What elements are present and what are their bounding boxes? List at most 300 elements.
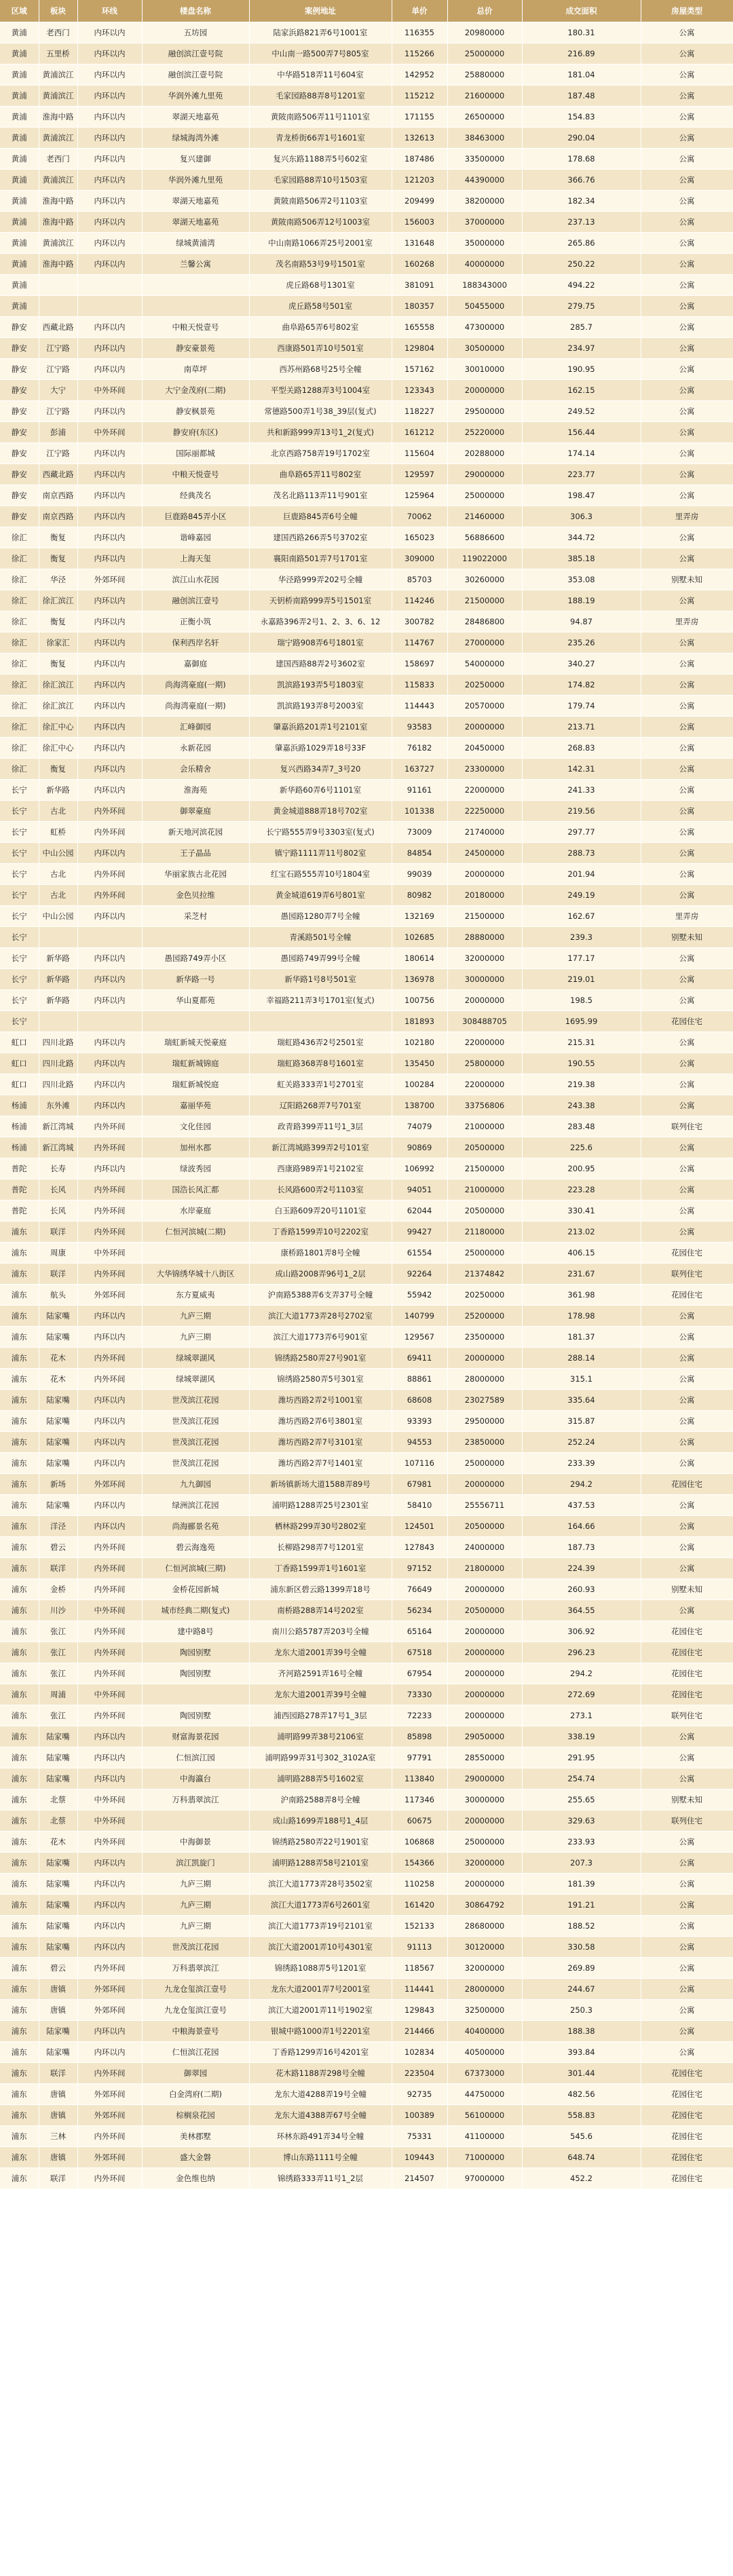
cell-address: 西康路501弄10号501室 [249, 338, 392, 359]
table-row [0, 1768, 733, 1789]
cell-unit-price: 73009 [392, 822, 447, 843]
cell-estate-name: 正衡小筑 [142, 611, 249, 632]
cell-total-price: 97000000 [447, 2168, 522, 2189]
cell-address: 浦明路99弄38号2106室 [249, 1726, 392, 1747]
cell-estate-name: 中粮海景壹号 [142, 2021, 249, 2042]
cell-total-price: 30864792 [447, 1895, 522, 1916]
cell-estate-name: 加州水郡 [142, 1137, 249, 1158]
cell-address: 红宝石路555弄10号1804室 [249, 864, 392, 885]
cell-estate-name: 上海天玺 [142, 548, 249, 569]
cell-area: 200.95 [522, 1158, 641, 1179]
cell-address: 愚园路1280弄7号全幢 [249, 906, 392, 927]
cell-address: 黄金城道888弄18号702室 [249, 801, 392, 822]
cell-unit-price: 157162 [392, 359, 447, 380]
cell-total-price: 21740000 [447, 822, 522, 843]
table-row [0, 675, 733, 696]
cell-ring-road: 内外环间 [77, 1558, 142, 1579]
cell-ring-road: 中外环间 [77, 1600, 142, 1621]
cell-district: 浦东 [0, 1558, 39, 1579]
cell-estate-name: 王子晶品 [142, 843, 249, 864]
cell-area: 154.83 [522, 107, 641, 128]
cell-total-price: 47300000 [447, 317, 522, 338]
cell-address: 新华路60弄6号1101室 [249, 780, 392, 801]
cell-estate-name: 中海御景 [142, 1832, 249, 1853]
cell-unit-price: 74079 [392, 1116, 447, 1137]
cell-area: 291.95 [522, 1747, 641, 1768]
cell-unit-price: 69411 [392, 1348, 447, 1369]
cell-district: 徐汇 [0, 654, 39, 675]
cell-unit-price: 56234 [392, 1600, 447, 1621]
cell-total-price: 20000000 [447, 1579, 522, 1600]
cell-house-type: 公寓 [641, 422, 733, 443]
cell-unit-price: 127843 [392, 1537, 447, 1558]
cell-total-price: 25000000 [447, 1453, 522, 1474]
cell-block [39, 296, 77, 317]
cell-address: 西康路989弄1号2102室 [249, 1158, 392, 1179]
table-row [0, 1979, 733, 2000]
cell-address: 齐河路2591弄16号全幢 [249, 1663, 392, 1684]
cell-address: 龙东大道4388弄67号全幢 [249, 2105, 392, 2126]
cell-block: 陆家嘴 [39, 1937, 77, 1958]
cell-unit-price: 115212 [392, 86, 447, 107]
cell-block: 陆家嘴 [39, 1853, 77, 1874]
cell-ring-road: 内环以内 [77, 654, 142, 675]
cell-address: 愚园路749弄99号全幢 [249, 948, 392, 969]
cell-estate-name: 华润外滩九里苑 [142, 170, 249, 191]
cell-estate-name: 御翠园 [142, 2063, 249, 2084]
cell-estate-name: 中粮天悦壹号 [142, 317, 249, 338]
cell-estate-name: 建中路8号 [142, 1621, 249, 1642]
cell-district: 黄浦 [0, 22, 39, 43]
cell-total-price: 33756806 [447, 1095, 522, 1116]
cell-block: 大宁 [39, 380, 77, 401]
cell-total-price: 25000000 [447, 1243, 522, 1264]
cell-estate-name: 陶园别墅 [142, 1642, 249, 1663]
cell-block: 陆家嘴 [39, 1726, 77, 1747]
cell-house-type: 公寓 [641, 1200, 733, 1221]
cell-house-type: 花园住宅 [641, 1285, 733, 1306]
cell-house-type: 公寓 [641, 149, 733, 170]
cell-estate-name: 瑞虹新城悦庭 [142, 1074, 249, 1095]
cell-total-price: 40500000 [447, 2042, 522, 2063]
cell-house-type: 公寓 [641, 275, 733, 296]
cell-estate-name [142, 275, 249, 296]
cell-area: 340.27 [522, 654, 641, 675]
cell-block: 黄浦滨江 [39, 64, 77, 86]
cell-total-price: 23027589 [447, 1390, 522, 1411]
cell-block: 黄浦滨江 [39, 128, 77, 149]
cell-total-price: 20000000 [447, 380, 522, 401]
cell-district: 普陀 [0, 1200, 39, 1221]
cell-district: 浦东 [0, 2000, 39, 2021]
cell-area: 188.19 [522, 590, 641, 611]
cell-address: 滨江大道2001弄11号1902室 [249, 2000, 392, 2021]
cell-address: 潍坊西路2弄6号3801室 [249, 1411, 392, 1432]
cell-house-type: 花园住宅 [641, 1011, 733, 1032]
cell-unit-price: 180614 [392, 948, 447, 969]
cell-ring-road: 内环以内 [77, 170, 142, 191]
cell-district: 浦东 [0, 1411, 39, 1432]
cell-total-price: 20570000 [447, 696, 522, 717]
cell-total-price: 25800000 [447, 1053, 522, 1074]
cell-area: 283.48 [522, 1116, 641, 1137]
cell-total-price: 20450000 [447, 738, 522, 759]
cell-address: 虹关路333弄1号2701室 [249, 1074, 392, 1095]
cell-address: 辽阳路268弄7号701室 [249, 1095, 392, 1116]
cell-house-type: 公寓 [641, 22, 733, 43]
cell-ring-road: 外郊环间 [77, 1474, 142, 1495]
cell-total-price: 71000000 [447, 2147, 522, 2168]
cell-estate-name: 金桥花园新城 [142, 1579, 249, 1600]
cell-house-type: 花园住宅 [641, 2084, 733, 2105]
cell-area: 174.14 [522, 443, 641, 464]
table-row [0, 696, 733, 717]
cell-estate-name: 嘉御庭 [142, 654, 249, 675]
table-row [0, 1116, 733, 1137]
cell-estate-name: 新华路一号 [142, 969, 249, 990]
cell-district: 黄浦 [0, 296, 39, 317]
cell-address: 肇嘉浜路1029弄18号33F [249, 738, 392, 759]
cell-ring-road: 内外环间 [77, 1537, 142, 1558]
cell-district: 黄浦 [0, 64, 39, 86]
cell-district: 浦东 [0, 1285, 39, 1306]
cell-address: 长宁路555弄9号3303室(复式) [249, 822, 392, 843]
cell-house-type: 公寓 [641, 443, 733, 464]
cell-area: 288.73 [522, 843, 641, 864]
cell-house-type: 公寓 [641, 864, 733, 885]
cell-address: 浦明路99弄31号302_3102A室 [249, 1747, 392, 1768]
cell-area: 213.02 [522, 1221, 641, 1243]
cell-address: 常德路500弄1号38_39层(复式) [249, 401, 392, 422]
cell-district: 浦东 [0, 1453, 39, 1474]
cell-estate-name: 棕榈泉花园 [142, 2105, 249, 2126]
table-row [0, 1874, 733, 1895]
cell-house-type: 别墅未知 [641, 1789, 733, 1811]
cell-estate-name: 永新花园 [142, 738, 249, 759]
cell-total-price: 38200000 [447, 191, 522, 212]
cell-house-type: 公寓 [641, 191, 733, 212]
cell-area: 188.38 [522, 2021, 641, 2042]
cell-house-type: 公寓 [641, 654, 733, 675]
cell-estate-name: 万科翡翠滨江 [142, 1958, 249, 1979]
cell-area: 301.44 [522, 2063, 641, 2084]
cell-total-price: 38463000 [447, 128, 522, 149]
cell-unit-price: 123343 [392, 380, 447, 401]
table-row [0, 1663, 733, 1684]
cell-unit-price: 152133 [392, 1916, 447, 1937]
table-row [0, 254, 733, 275]
cell-total-price: 20250000 [447, 675, 522, 696]
cell-address: 虎丘路58号501室 [249, 296, 392, 317]
cell-district: 静安 [0, 359, 39, 380]
cell-block: 四川北路 [39, 1032, 77, 1053]
cell-block: 唐镇 [39, 2105, 77, 2126]
cell-house-type: 公寓 [641, 1495, 733, 1516]
cell-district: 黄浦 [0, 191, 39, 212]
cell-address: 虎丘路68号1301室 [249, 275, 392, 296]
cell-area: 237.13 [522, 212, 641, 233]
table-row [0, 590, 733, 611]
cell-house-type: 公寓 [641, 1390, 733, 1411]
cell-total-price: 25556711 [447, 1495, 522, 1516]
cell-area: 142.31 [522, 759, 641, 780]
cell-house-type: 里弄房 [641, 506, 733, 527]
cell-district: 长宁 [0, 822, 39, 843]
cell-unit-price: 161212 [392, 422, 447, 443]
cell-total-price: 32000000 [447, 1853, 522, 1874]
cell-house-type: 联列住宅 [641, 1705, 733, 1726]
table-row [0, 170, 733, 191]
cell-ring-road: 内环以内 [77, 443, 142, 464]
cell-house-type: 公寓 [641, 738, 733, 759]
cell-block: 古北 [39, 801, 77, 822]
cell-ring-road: 内环以内 [77, 738, 142, 759]
cell-area: 335.64 [522, 1390, 641, 1411]
cell-district: 长宁 [0, 1011, 39, 1032]
cell-unit-price: 70062 [392, 506, 447, 527]
cell-ring-road: 内环以内 [77, 2021, 142, 2042]
cell-unit-price: 309000 [392, 548, 447, 569]
cell-block: 衡复 [39, 654, 77, 675]
cell-estate-name: 尚海郦景名苑 [142, 1516, 249, 1537]
cell-block [39, 275, 77, 296]
cell-estate-name: 世茂滨江花园 [142, 1390, 249, 1411]
cell-ring-road: 内外环间 [77, 1958, 142, 1979]
cell-house-type: 花园住宅 [641, 1474, 733, 1495]
cell-area: 235.26 [522, 632, 641, 654]
cell-district: 徐汇 [0, 611, 39, 632]
cell-unit-price: 116355 [392, 22, 447, 43]
cell-area: 366.76 [522, 170, 641, 191]
cell-house-type: 公寓 [641, 1369, 733, 1390]
cell-district: 长宁 [0, 906, 39, 927]
cell-area: 437.53 [522, 1495, 641, 1516]
cell-block: 陆家嘴 [39, 1432, 77, 1453]
cell-estate-name: 大宁金茂府(二期) [142, 380, 249, 401]
cell-ring-road: 内环以内 [77, 969, 142, 990]
table-row [0, 2063, 733, 2084]
cell-house-type: 别墅未知 [641, 1579, 733, 1600]
cell-estate-name: 华润外滩九里苑 [142, 86, 249, 107]
cell-district: 黄浦 [0, 254, 39, 275]
table-row [0, 359, 733, 380]
cell-district: 浦东 [0, 1516, 39, 1537]
cell-estate-name: 谐峰嘉园 [142, 527, 249, 548]
cell-address: 丁香路1299弄16号4201室 [249, 2042, 392, 2063]
cell-block: 川沙 [39, 1600, 77, 1621]
table-row [0, 2042, 733, 2063]
cell-house-type: 公寓 [641, 1558, 733, 1579]
table-row [0, 780, 733, 801]
cell-area: 315.87 [522, 1411, 641, 1432]
cell-ring-road: 内环以内 [77, 86, 142, 107]
cell-unit-price: 88861 [392, 1369, 447, 1390]
cell-house-type: 公寓 [641, 590, 733, 611]
cell-total-price: 56886600 [447, 527, 522, 548]
cell-address: 永嘉路396弄2号1、2、3、6、12 [249, 611, 392, 632]
cell-area: 294.2 [522, 1474, 641, 1495]
cell-unit-price: 97152 [392, 1558, 447, 1579]
cell-district: 黄浦 [0, 43, 39, 64]
cell-house-type: 别墅未知 [641, 569, 733, 590]
cell-district: 浦东 [0, 1642, 39, 1663]
cell-ring-road: 内环以内 [77, 1853, 142, 1874]
cell-estate-name: 新天地河滨花园 [142, 822, 249, 843]
cell-total-price: 26500000 [447, 107, 522, 128]
cell-area: 250.3 [522, 2000, 641, 2021]
cell-block: 古北 [39, 864, 77, 885]
cell-estate-name: 滨江凯旋门 [142, 1853, 249, 1874]
cell-estate-name: 万科翡翠滨江 [142, 1789, 249, 1811]
cell-block: 西藏北路 [39, 317, 77, 338]
cell-estate-name: 瑞虹新城锦庭 [142, 1053, 249, 1074]
cell-total-price: 20000000 [447, 1811, 522, 1832]
table-row [0, 654, 733, 675]
cell-total-price: 23500000 [447, 1327, 522, 1348]
cell-block: 周浦 [39, 1684, 77, 1705]
cell-unit-price: 90869 [392, 1137, 447, 1158]
cell-unit-price: 73330 [392, 1684, 447, 1705]
cell-house-type: 公寓 [641, 401, 733, 422]
cell-ring-road: 内环以内 [77, 759, 142, 780]
cell-block: 陆家嘴 [39, 1768, 77, 1789]
table-row [0, 212, 733, 233]
cell-address: 滨江大道1773弄19号2101室 [249, 1916, 392, 1937]
table-row [0, 128, 733, 149]
cell-block: 四川北路 [39, 1053, 77, 1074]
cell-estate-name: 五坊园 [142, 22, 249, 43]
table-row [0, 1642, 733, 1663]
cell-ring-road: 内环以内 [77, 1726, 142, 1747]
cell-unit-price: 165023 [392, 527, 447, 548]
cell-ring-road: 中外环间 [77, 1243, 142, 1264]
cell-estate-name: 绿波秀园 [142, 1158, 249, 1179]
cell-unit-price: 135450 [392, 1053, 447, 1074]
cell-district: 徐汇 [0, 569, 39, 590]
column-header-unit-price: 单价 [392, 0, 447, 22]
cell-area: 239.3 [522, 927, 641, 948]
table-row [0, 1095, 733, 1116]
cell-estate-name: 华山夏都苑 [142, 990, 249, 1011]
cell-block: 彭浦 [39, 422, 77, 443]
cell-district: 浦东 [0, 1937, 39, 1958]
cell-house-type: 公寓 [641, 64, 733, 86]
cell-area: 233.93 [522, 1832, 641, 1853]
cell-block: 张江 [39, 1621, 77, 1642]
cell-estate-name: 瑞虹新城天悦豪庭 [142, 1032, 249, 1053]
cell-unit-price: 187486 [392, 149, 447, 170]
cell-district: 静安 [0, 464, 39, 485]
cell-estate-name: 翠湖天地嘉苑 [142, 191, 249, 212]
cell-estate-name: 文化佳园 [142, 1116, 249, 1137]
cell-estate-name: 白金湾府(二期) [142, 2084, 249, 2105]
table-row [0, 738, 733, 759]
table-row [0, 1726, 733, 1747]
cell-house-type: 公寓 [641, 233, 733, 254]
cell-district: 浦东 [0, 1916, 39, 1937]
cell-ring-road: 内环以内 [77, 1937, 142, 1958]
cell-unit-price: 181893 [392, 1011, 447, 1032]
cell-district: 黄浦 [0, 212, 39, 233]
cell-block [39, 927, 77, 948]
cell-block: 新华路 [39, 969, 77, 990]
cell-district: 浦东 [0, 1789, 39, 1811]
cell-estate-name: 滨江山水花园 [142, 569, 249, 590]
cell-address: 中山南路1066弄25号2001室 [249, 233, 392, 254]
cell-address: 毛家园路88弄8号1201室 [249, 86, 392, 107]
table-row [0, 22, 733, 43]
cell-district: 黄浦 [0, 128, 39, 149]
cell-block: 衡复 [39, 527, 77, 548]
table-row [0, 1179, 733, 1200]
cell-ring-road: 内环以内 [77, 1411, 142, 1432]
cell-district: 长宁 [0, 948, 39, 969]
cell-ring-road: 内环以内 [77, 254, 142, 275]
cell-area: 174.82 [522, 675, 641, 696]
cell-block: 中山公园 [39, 906, 77, 927]
cell-house-type: 公寓 [641, 780, 733, 801]
cell-total-price: 21180000 [447, 1221, 522, 1243]
cell-block: 淮海中路 [39, 191, 77, 212]
cell-district: 浦东 [0, 1684, 39, 1705]
table-row [0, 1369, 733, 1390]
cell-ring-road: 内环以内 [77, 359, 142, 380]
cell-estate-name: 绿洲滨江花园 [142, 1495, 249, 1516]
cell-ring-road: 内环以内 [77, 1032, 142, 1053]
cell-ring-road: 内环以内 [77, 1390, 142, 1411]
cell-estate-name: 世茂滨江花园 [142, 1432, 249, 1453]
cell-ring-road: 内外环间 [77, 1705, 142, 1726]
cell-ring-road: 内环以内 [77, 107, 142, 128]
cell-block: 洋泾 [39, 1516, 77, 1537]
cell-area: 213.71 [522, 717, 641, 738]
cell-estate-name: 陶园别墅 [142, 1705, 249, 1726]
cell-unit-price: 114441 [392, 1979, 447, 2000]
cell-area: 290.04 [522, 128, 641, 149]
cell-block: 陆家嘴 [39, 1327, 77, 1348]
table-row [0, 990, 733, 1011]
cell-total-price: 24000000 [447, 1537, 522, 1558]
cell-block: 衡复 [39, 611, 77, 632]
cell-block: 联洋 [39, 1264, 77, 1285]
table-row [0, 1411, 733, 1432]
cell-total-price: 188343000 [447, 275, 522, 296]
cell-block: 唐镇 [39, 2147, 77, 2168]
cell-estate-name: 兰馨公寓 [142, 254, 249, 275]
cell-address: 白玉路609弄20号1101室 [249, 1200, 392, 1221]
cell-block: 陆家嘴 [39, 1895, 77, 1916]
cell-unit-price: 114246 [392, 590, 447, 611]
cell-estate-name: 保利西岸名轩 [142, 632, 249, 654]
table-row [0, 1327, 733, 1348]
cell-total-price: 22000000 [447, 780, 522, 801]
cell-area: 273.1 [522, 1705, 641, 1726]
cell-area: 223.28 [522, 1179, 641, 1200]
cell-address: 康桥路1801弄8号全幢 [249, 1243, 392, 1264]
cell-area: 219.01 [522, 969, 641, 990]
cell-total-price: 20288000 [447, 443, 522, 464]
table-row [0, 611, 733, 632]
cell-total-price: 25880000 [447, 64, 522, 86]
cell-total-price: 54000000 [447, 654, 522, 675]
cell-address: 锦绣路2580弄27号901室 [249, 1348, 392, 1369]
cell-address: 博山东路1111号全幢 [249, 2147, 392, 2168]
cell-unit-price: 129843 [392, 2000, 447, 2021]
cell-area: 558.83 [522, 2105, 641, 2126]
cell-district: 浦东 [0, 1726, 39, 1747]
cell-house-type: 公寓 [641, 86, 733, 107]
cell-area: 452.2 [522, 2168, 641, 2189]
